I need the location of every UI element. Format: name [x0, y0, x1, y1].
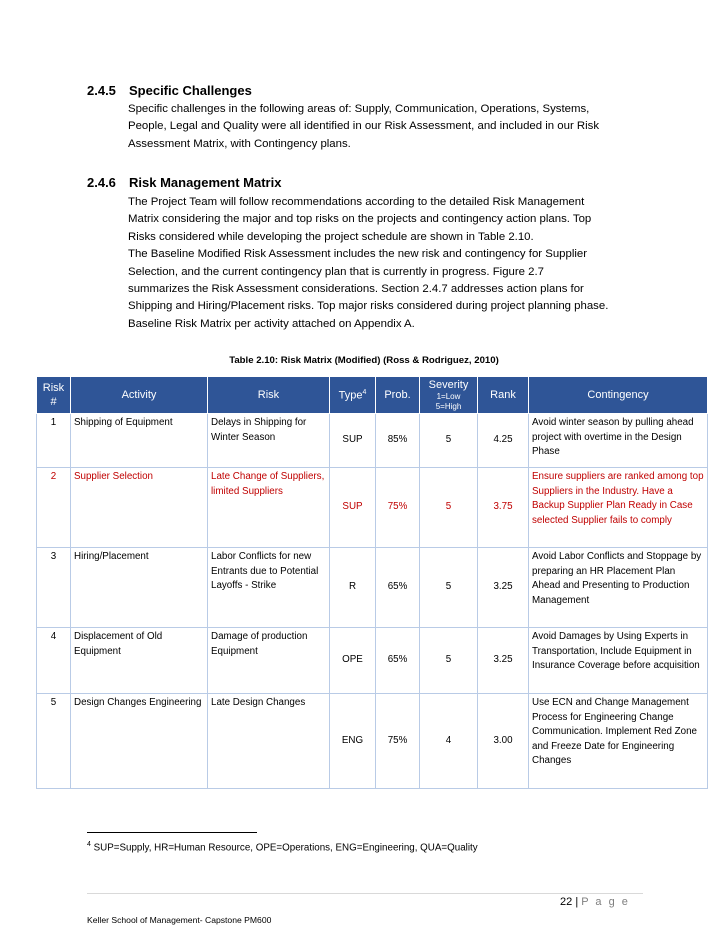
footnote: [87, 841, 478, 853]
paragraph-line: The Project Team will follow recommendations according to the detailed Risk Management: [128, 196, 585, 208]
paragraph-line: Baseline Risk Matrix per activity attached on Appendix A.: [128, 317, 415, 330]
cell-contingency: Avoid Damages by Using Experts in Transportation, Include Equipment in Insurance Coverage before acquisition: [529, 628, 708, 694]
cell-risk-number: 5: [37, 694, 71, 789]
cell-risk: Delays in Shipping for Winter Season: [208, 414, 330, 468]
cell-type: R: [330, 548, 376, 628]
paragraph-risk-management-matrix: [128, 194, 648, 333]
footnote-divider: [87, 832, 257, 833]
paragraph-line: Assessment Matrix, with Contingency plans.: [128, 137, 351, 150]
cell-prob: 75%: [376, 468, 420, 548]
page-separator: |: [575, 896, 579, 908]
cell-rank: 4.25: [478, 414, 529, 468]
table-row: [37, 694, 708, 789]
cell-prob: 75%: [376, 694, 420, 789]
cell-contingency: Use ECN and Change Management Process for Engineering Change Communication. Implement Red Zone and Freeze Date for Engineering Changes: [529, 694, 708, 789]
cell-risk-number: 4: [37, 628, 71, 694]
header-contingency: Contingency: [529, 377, 708, 414]
cell-activity: Hiring/Placement: [71, 548, 208, 628]
table-row-highlighted: [37, 468, 708, 548]
risk-matrix-table: [36, 376, 708, 789]
cell-risk: Late Change of Suppliers, limited Suppliers: [208, 468, 330, 548]
table-header-row: [37, 377, 708, 414]
paragraph-line: The Baseline Modified Risk Assessment includes the new risk and contingency for Supplier: [128, 248, 588, 261]
header-activity: Activity: [71, 377, 208, 414]
page-number-value: 22: [560, 896, 573, 908]
cell-rank: 3.25: [478, 628, 529, 694]
page-number: [560, 896, 650, 908]
header-prob: Prob.: [376, 377, 420, 414]
paragraph-line: Selection, and the current contingency plan that is currently in progress. Figure 2.7: [128, 265, 544, 278]
footnote-marker: 4: [87, 841, 91, 848]
section-number: 2.4.6: [87, 175, 116, 190]
cell-type: SUP: [330, 414, 376, 468]
table-row: [37, 548, 708, 628]
paragraph-line: Specific challenges in the following areas of: Supply, Communication, Operations, Systems,: [128, 103, 590, 115]
paragraph-line: Matrix considering the major and top risks on the projects and contingency action plans. Top: [128, 213, 592, 226]
cell-severity: 5: [420, 414, 478, 468]
cell-contingency: Avoid Labor Conflicts and Stoppage by preparing an HR Placement Plan Ahead and Presenting to Production Management: [529, 548, 708, 628]
cell-prob: 65%: [376, 628, 420, 694]
header-rank: Rank: [478, 377, 529, 414]
cell-risk: Late Design Changes: [208, 694, 330, 789]
cell-contingency: Avoid winter season by pulling ahead project with overtime in the Design Phase: [529, 414, 708, 468]
cell-risk-number: 3: [37, 548, 71, 628]
header-severity: Severity 1=Low 5=High: [420, 377, 478, 414]
cell-rank: 3.00: [478, 694, 529, 789]
table-row: [37, 628, 708, 694]
cell-severity: 4: [420, 694, 478, 789]
page-label: P a g e: [581, 896, 630, 908]
footnote-text: SUP=Supply, HR=Human Resource, OPE=Operations, ENG=Engineering, QUA=Quality: [93, 842, 478, 854]
table-caption: Table 2.10: Risk Matrix (Modified) (Ross & Rodriguez, 2010): [229, 355, 499, 366]
cell-activity: Displacement of Old Equipment: [71, 628, 208, 694]
section-heading-risk-management-matrix: [87, 175, 281, 190]
table-row: [37, 414, 708, 468]
cell-activity: Design Changes Engineering: [71, 694, 208, 789]
cell-prob: 65%: [376, 548, 420, 628]
cell-severity: 5: [420, 548, 478, 628]
header-risk-number: Risk #: [37, 377, 71, 414]
paragraph-line: People, Legal and Quality were all identified in our Risk Assessment, and included in our Risk: [128, 120, 600, 133]
section-heading-specific-challenges: [87, 83, 252, 98]
cell-severity: 5: [420, 468, 478, 548]
cell-rank: 3.25: [478, 548, 529, 628]
cell-risk-number: 1: [37, 414, 71, 468]
cell-rank: 3.75: [478, 468, 529, 548]
footer-text: Keller School of Management- Capstone PM600: [87, 915, 272, 925]
cell-severity: 5: [420, 628, 478, 694]
cell-type: OPE: [330, 628, 376, 694]
header-type: Type$^4$: [330, 377, 376, 414]
cell-activity: Supplier Selection: [71, 468, 208, 548]
cell-risk: Damage of production Equipment: [208, 628, 330, 694]
section-title: Specific Challenges: [129, 83, 252, 98]
cell-risk: Labor Conflicts for new Entrants due to Potential Layoffs - Strike: [208, 548, 330, 628]
cell-contingency: Ensure suppliers are ranked among top Suppliers in the Industry. Have a Backup Supplier Plan Ready in Case selected Supplier fails to comply: [529, 468, 708, 548]
footer-divider: [87, 893, 643, 894]
paragraph-line: Shipping and Hiring/Placement risks. Top major risks considered during project planning phase.: [128, 300, 609, 313]
section-number: 2.4.5: [87, 83, 116, 98]
paragraph-line: summarizes the Risk Assessment considerations. Section 2.4.7 addresses action plans for: [128, 283, 584, 296]
paragraph-line: Risks considered while developing the project schedule are shown in Table 2.10.: [128, 230, 534, 243]
header-risk: Risk: [208, 377, 330, 414]
cell-type: ENG: [330, 694, 376, 789]
cell-type: SUP: [330, 468, 376, 548]
footnote-marker: 4: [362, 388, 367, 396]
cell-prob: 85%: [376, 414, 420, 468]
cell-activity: Shipping of Equipment: [71, 414, 208, 468]
cell-risk-number: 2: [37, 468, 71, 548]
paragraph-specific-challenges: [128, 101, 648, 153]
section-title: Risk Management Matrix: [129, 175, 282, 190]
